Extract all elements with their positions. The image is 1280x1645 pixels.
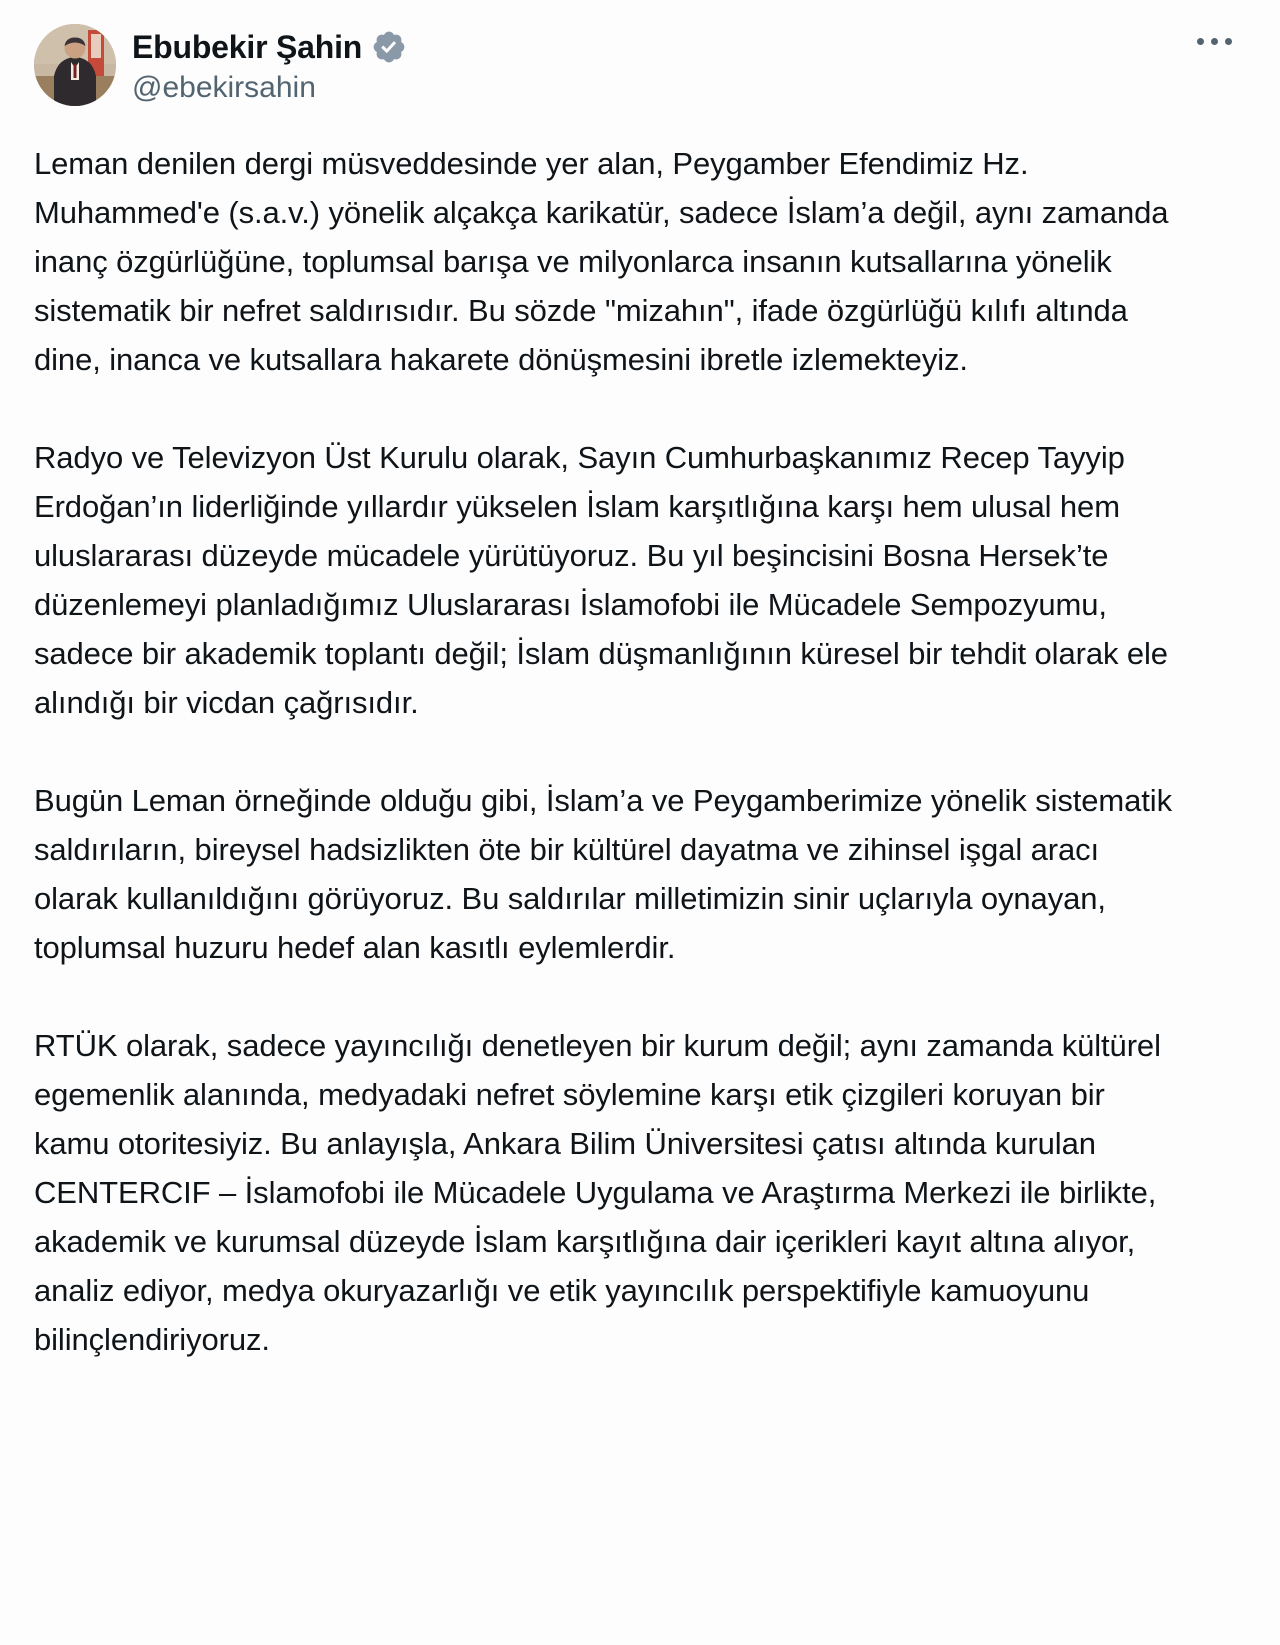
- avatar-image: [34, 24, 116, 106]
- name-row: [132, 27, 407, 67]
- tweet-paragraph-3: Bugün Leman örneğinde olduğu gibi, İslam’a ve Peygamberimize yönelik sistematik saldırıların, bireysel hadsizlikten öte bir kültürel dayatma ve zihinsel işgal aracı olarak kullanıldığını görüyoruz. Bu saldırılar milletimizin sinir uçlarıyla oynayan, toplumsal huzuru hedef alan kasıtlı eylemlerdir.: [34, 783, 1181, 965]
- tweet-text: [34, 139, 1184, 1364]
- tweet-header: [34, 24, 1246, 107]
- avatar[interactable]: [34, 24, 116, 106]
- more-options-icon: [1211, 38, 1218, 45]
- user-handle[interactable]: @ebekirsahin: [132, 71, 316, 104]
- display-name[interactable]: Ebubekir Şahin: [132, 29, 363, 65]
- more-options-icon: [1225, 38, 1232, 45]
- more-options-button[interactable]: [1191, 32, 1238, 51]
- user-names: [132, 24, 407, 107]
- tweet-paragraph-4: RTÜK olarak, sadece yayıncılığı denetleyen bir kurum değil; aynı zamanda kültürel egemenlik alanında, medyadaki nefret söylemine karşı etik çizgileri koruyan bir kamu otoritesiyiz. Bu anlayışla, Ankara Bilim Üniversitesi çatısı altında kurulan CENTERCIF – İslamofobi ile Mücadele Uygulama ve Araştırma Merkezi ile birlikte, akademik ve kurumsal düzeyde İslam karşıtlığına dair içerikleri kayıt altına alıyor, analiz ediyor, medya okuryazarlığı ve etik yayıncılık perspektifiyle kamuoyunu bilinçlendiriyoruz.: [34, 1028, 1170, 1357]
- more-options-icon: [1197, 38, 1204, 45]
- verified-badge-icon: [371, 29, 407, 65]
- tweet-paragraph-2: Radyo ve Televizyon Üst Kurulu olarak, Sayın Cumhurbaşkanımız Recep Tayyip Erdoğan’ın liderliğinde yıllardır yükselen İslam karşıtlığına karşı hem ulusal hem uluslararası düzeyde mücadele yürütüyoruz. Bu yıl beşincisini Bosna Hersek’te düzenlemeyi planladığımız Uluslararası İslamofobi ile Mücadele Sempozyumu, sadece bir akademik toplantı değil; İslam düşmanlığının küresel bir tehdit olarak ele alındığı bir vicdan çağrısıdır.: [34, 440, 1177, 720]
- tweet-paragraph-1: Leman denilen dergi müsveddesinde yer alan, Peygamber Efendimiz Hz. Muhammed'e (s.a.v.) yönelik alçakça karikatür, sadece İslam’a değil, aynı zamanda inanç özgürlüğüne, toplumsal barışa ve milyonlarca insanın kutsallarına yönelik sistematik bir nefret saldırısıdır. Bu sözde "mizahın", ifade özgürlüğü kılıfı altında dine, inanca ve kutsallara hakarete dönüşmesini ibretle izlemekteyiz.: [34, 146, 1177, 377]
